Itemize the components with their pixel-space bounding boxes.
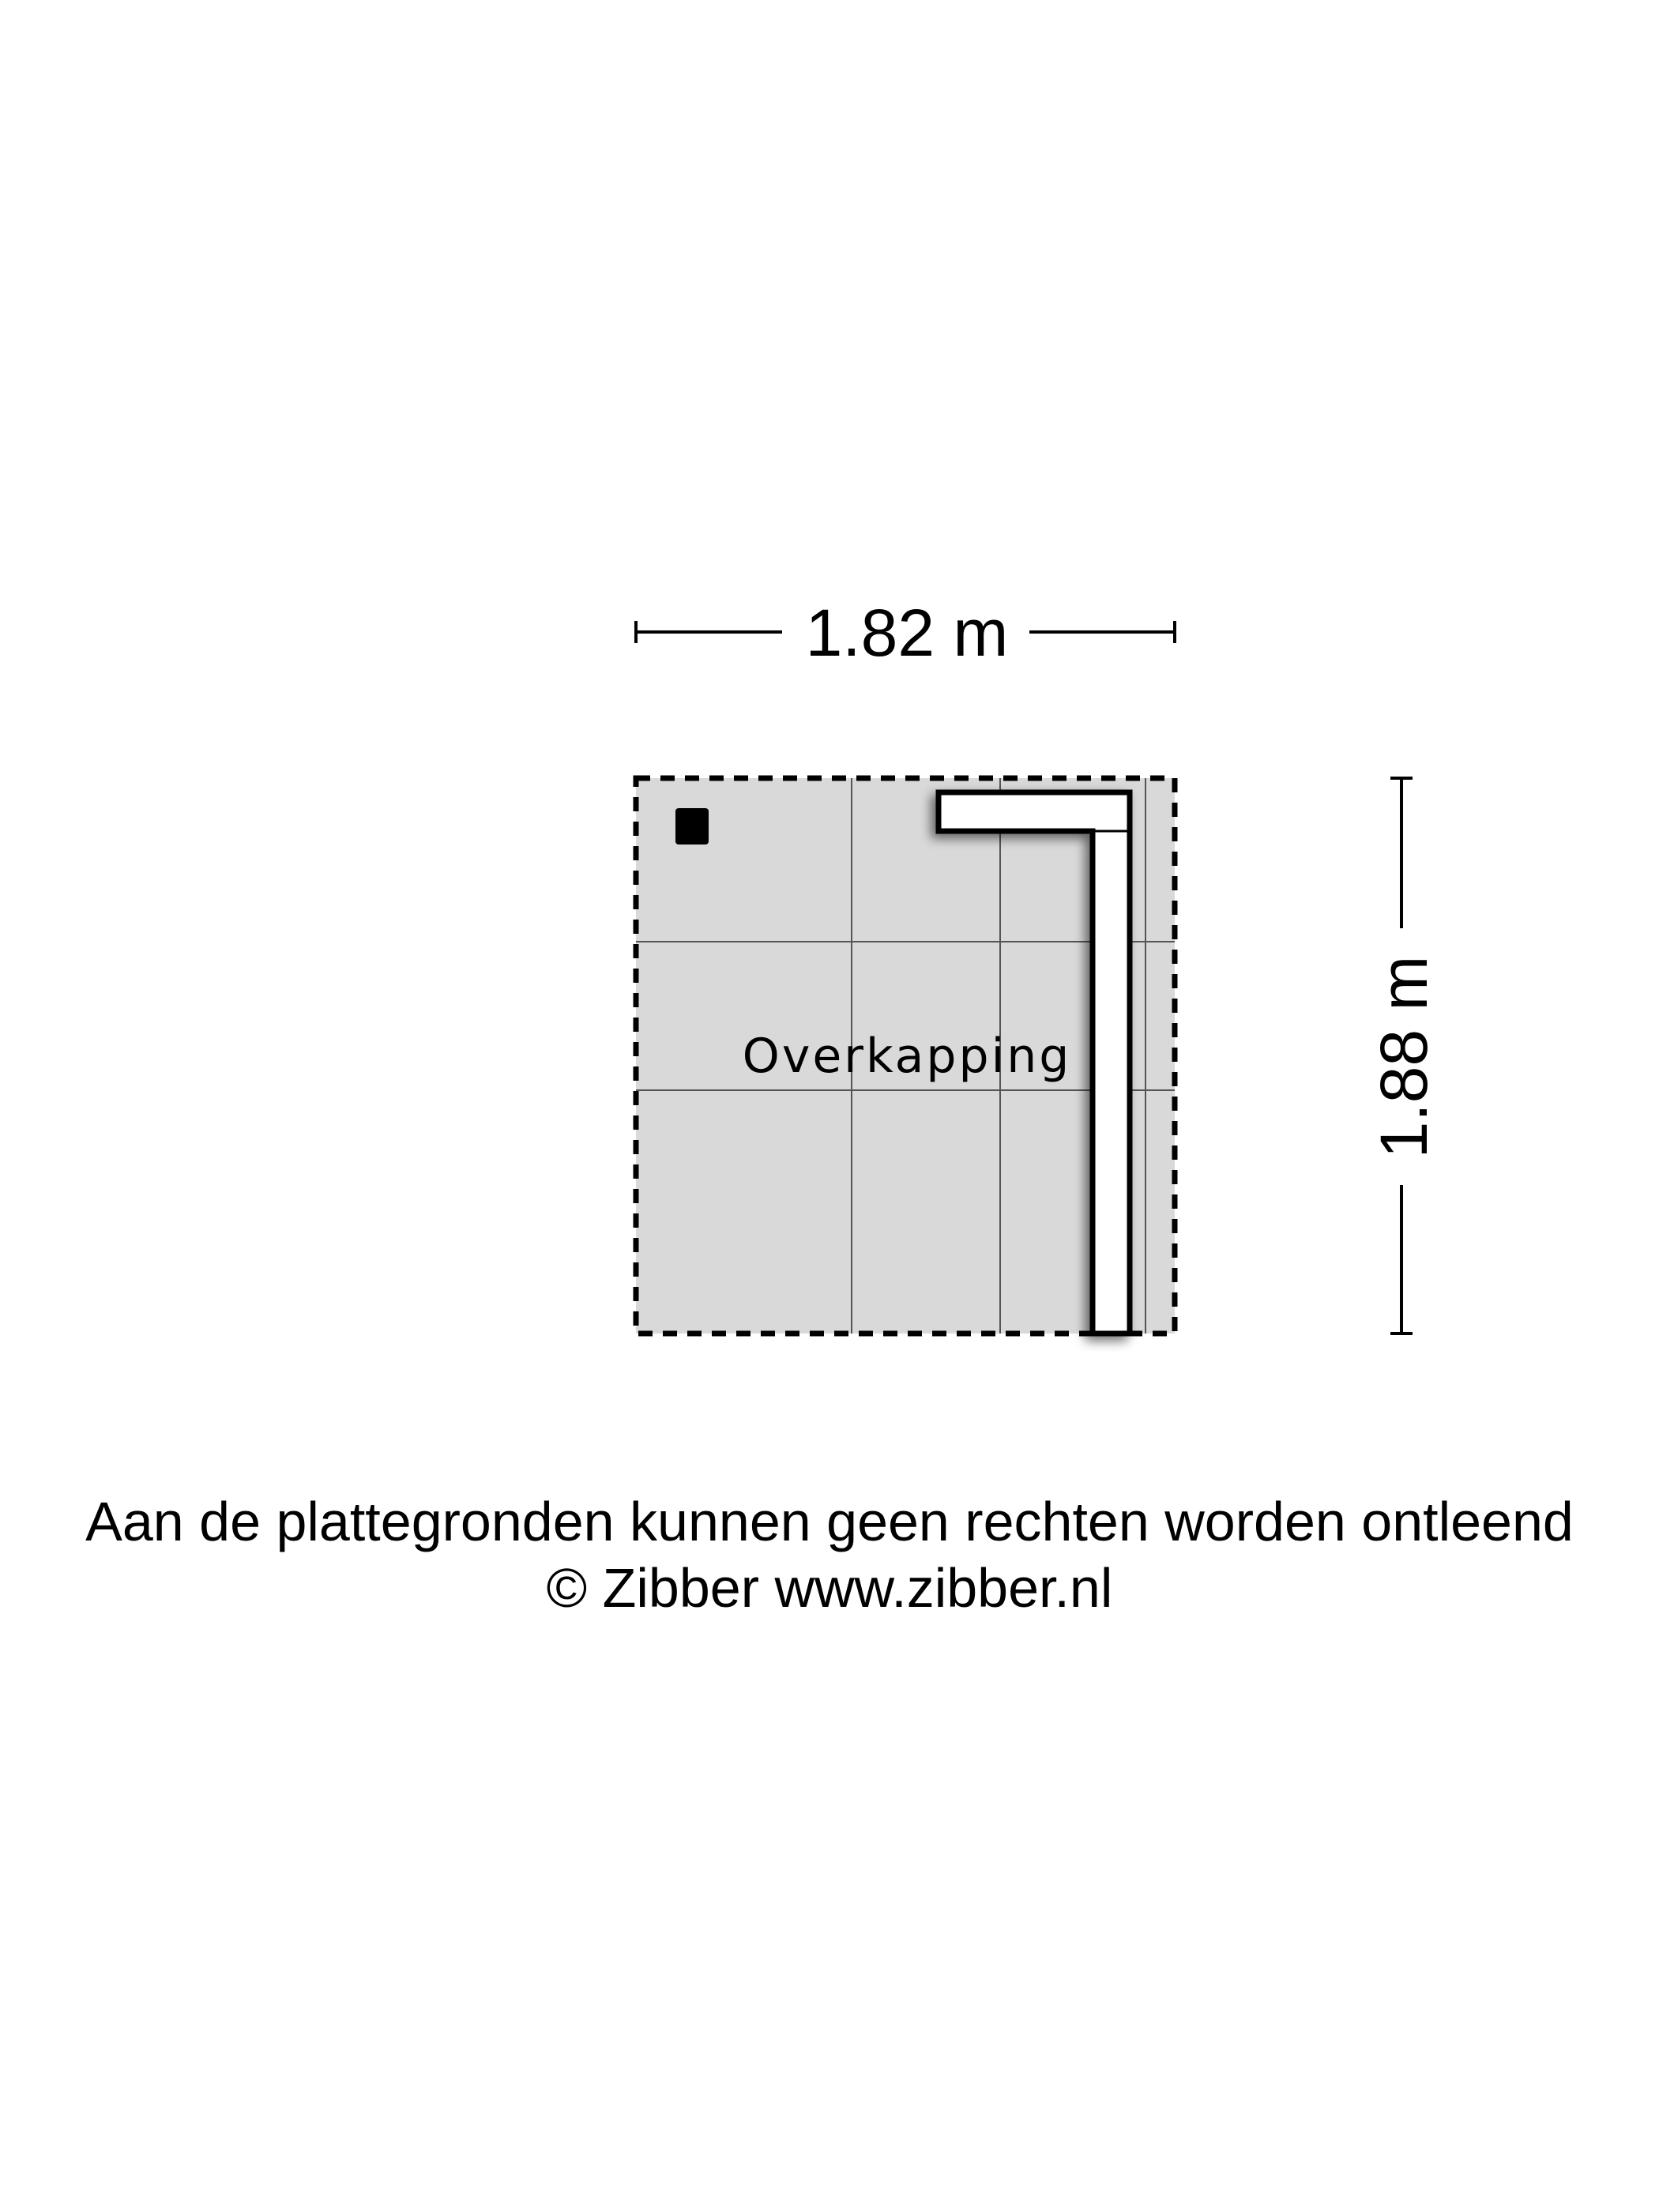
room-overkapping: [636, 778, 1175, 1334]
disclaimer-text: Aan de plattegronden kunnen geen rechten worden ontleend: [85, 1491, 1574, 1552]
width-dimension: [636, 596, 1175, 670]
copyright-text: © Zibber www.zibber.nl: [546, 1557, 1113, 1619]
height-dimension: [1367, 778, 1441, 1334]
post-icon: [675, 808, 709, 845]
room-label: Overkapping: [742, 1029, 1072, 1084]
height-dimension-label: 1.88 m: [1367, 955, 1441, 1159]
width-dimension-label: 1.82 m: [805, 596, 1009, 670]
